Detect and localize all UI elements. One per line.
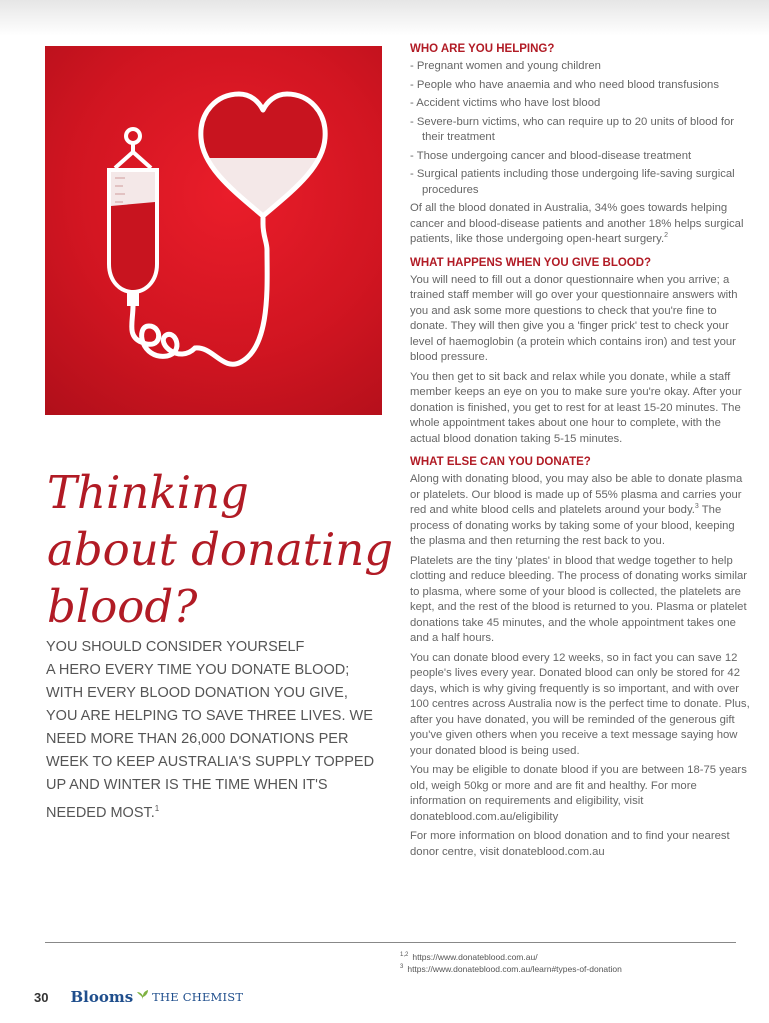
intro-line: YOU ARE HELPING TO SAVE THREE LIVES. WE — [46, 708, 373, 724]
title-line-1: Thinking — [47, 466, 249, 519]
section-what-happens — [410, 256, 750, 448]
article-column — [410, 42, 750, 864]
paragraph: You may be eligible to donate blood if you are between 18-75 years old, weigh 50kg or more and are fit and healthy. For more information on requirements and eligibility, visit donateblood.com.au/eligibility — [410, 764, 747, 823]
footnote-mark: 1,2 — [400, 952, 409, 959]
intro-line: A HERO EVERY TIME YOU DONATE BLOOD; — [46, 662, 350, 678]
footnote-ref: 1 — [154, 804, 160, 813]
helping-list — [410, 59, 750, 198]
page-title — [47, 464, 394, 635]
paragraph-text: Of all the blood donated in Australia, 34% goes towards helping cancer and blood-disease patients and another 18% helps surgical patients, like those undergoing open-heart surgery. — [410, 202, 744, 245]
paragraph: You can donate blood every 12 weeks, so in fact you can save 12 people's lives every year. Donated blood can only be stored for 42 days, which is why giving frequently is so important, and with over 100 centres across Australia now is the perfect time to donate. Plus, after you have donated, you will be reminded of the generous gift you've given others when you receive a text message saying how your donated blood is being used. — [410, 651, 750, 757]
paragraph-text: The process of donating works by taking some of your blood, keeping the plasma and then returning the rest back to you. — [410, 504, 735, 547]
title-line-2: about donating — [47, 523, 394, 576]
brand-logo: Blooms — [70, 988, 134, 1006]
list-item: - Surgical patients including those undergoing life-saving surgical procedures — [410, 168, 735, 196]
intro-line: WITH EVERY BLOOD DONATION YOU GIVE, — [46, 685, 348, 701]
section-heading: WHAT HAPPENS WHEN YOU GIVE BLOOD? — [410, 256, 652, 269]
paragraph: For more information on blood donation and to find your nearest donor centre, visit donateblood.com.au — [410, 830, 730, 858]
leaf-icon — [136, 988, 150, 1006]
paragraph: Platelets are the tiny 'plates' in blood that wedge together to help clotting and reduce bleeding. The process of donating works similar to plasma, where some of your blood is collected, the platelets are kept, and the rest of the blood is returned to you. Plasma or platelet donations take 45 minutes, and the whole appointment takes one and a half hours. — [410, 554, 748, 644]
section-heading: WHAT ELSE CAN YOU DONATE? — [410, 456, 591, 468]
list-item: - Accident victims who have lost blood — [410, 97, 601, 109]
footnote-link[interactable]: https://www.donateblood.com.au/ — [412, 952, 538, 962]
paragraph: You then get to sit back and relax while you donate, while a staff member keeps an eye on you to make sure you're okay. After your donation is finished, you get to rest for at least 15-20 minutes. The whole appointment takes about one hour to complete, with the actual blood donation taking 5-15 minutes. — [410, 370, 742, 445]
list-item: - Severe-burn victims, who can require up to 20 units of blood for their treatment — [410, 115, 735, 143]
intro-line: UP AND WINTER IS THE TIME WHEN IT'S — [46, 777, 328, 793]
blood-bag-heart-illustration — [45, 46, 382, 415]
paragraph: You will need to fill out a donor questionnaire when you arrive; a trained staff member will go over your questionnaire answers with you and ask some more questions to check that you're fine to donate. They will then give you a 'finger prick' test to check your level of haemoglobin (a protein which contains iron) and test your blood pressure. — [410, 273, 738, 363]
top-shade — [0, 0, 769, 36]
paragraph — [410, 201, 750, 248]
brand-subtitle: THE CHEMIST — [152, 990, 244, 1004]
intro-line: YOU SHOULD CONSIDER YOURSELF — [46, 639, 305, 655]
intro-text — [46, 636, 376, 825]
section-who-helping — [410, 42, 750, 248]
footnote-link[interactable]: https://www.donateblood.com.au/learn#types-of-donation — [407, 964, 622, 974]
footnote-ref: 2 — [664, 232, 669, 240]
intro-line-last — [46, 797, 376, 825]
footnote — [400, 952, 740, 963]
list-item: - People who have anaemia and who need blood transfusions — [410, 78, 719, 91]
list-item: - Those undergoing cancer and blood-disease treatment — [410, 149, 692, 162]
footnote-ref: 3 — [694, 503, 699, 511]
section-what-else — [410, 455, 750, 860]
intro-line: WEEK TO KEEP AUSTRALIA'S SUPPLY TOPPED — [46, 754, 375, 770]
title-line-3: blood? — [47, 580, 198, 633]
paragraph-text: Along with donating blood, you may also be able to donate plasma or platelets. Our blood is made up of 55% plasma and carries your red and white blood cells and platelets around your body. — [410, 473, 743, 516]
divider — [45, 942, 736, 943]
hero-illustration — [45, 46, 382, 415]
page-footer — [34, 987, 243, 1007]
footnote-mark: 3 — [400, 964, 404, 971]
intro-line: NEEDED MOST. — [46, 804, 155, 821]
footnote — [400, 964, 740, 975]
paragraph — [410, 472, 750, 550]
section-heading: WHO ARE YOU HELPING? — [410, 43, 555, 55]
page-number: 30 — [34, 989, 49, 1005]
list-item: - Pregnant women and young children — [410, 60, 601, 72]
intro-line: NEED MORE THAN 26,000 DONATIONS PER — [46, 731, 349, 747]
